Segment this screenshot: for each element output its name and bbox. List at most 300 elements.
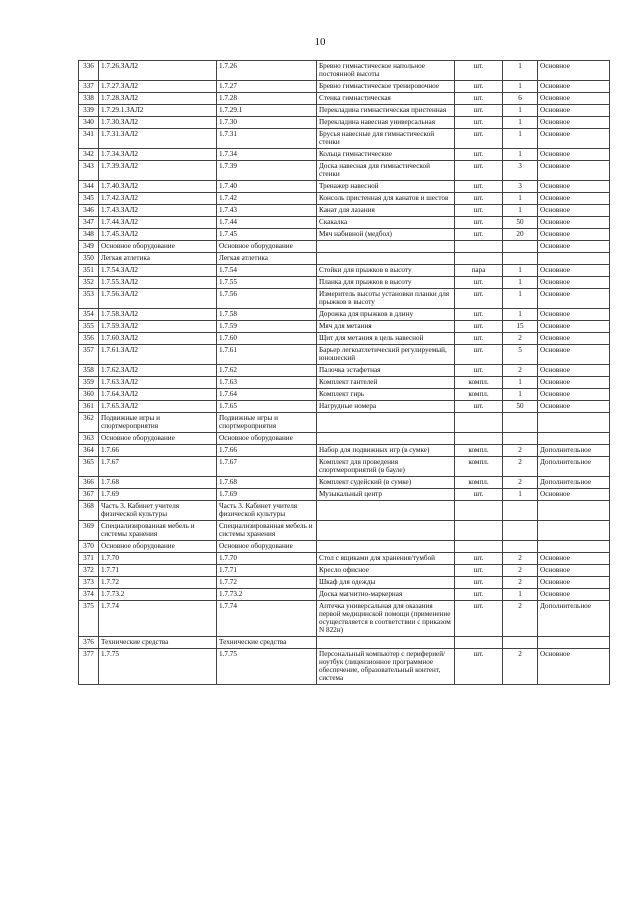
subcode-cell: 1.7.74 <box>217 601 317 637</box>
subcode-cell: 1.7.26 <box>217 61 317 81</box>
equipment-type-cell <box>538 253 610 265</box>
unit-cell: шт. <box>455 333 503 345</box>
row-number-cell: 358 <box>79 365 99 377</box>
item-code-cell: 1.7.30.ЗАЛ2 <box>99 117 217 129</box>
subcode-cell: 1.7.75 <box>217 649 317 685</box>
unit-cell: шт. <box>455 61 503 81</box>
item-code-cell: 1.7.45.ЗАЛ2 <box>99 229 217 241</box>
quantity-cell: 2 <box>503 565 538 577</box>
subcode-cell: 1.7.43 <box>217 205 317 217</box>
table-row <box>79 601 610 637</box>
row-number-cell: 342 <box>79 149 99 161</box>
unit-cell <box>455 637 503 649</box>
quantity-cell <box>503 501 538 521</box>
equipment-type-cell: Дополнительное <box>538 477 610 489</box>
table-row <box>79 81 610 93</box>
table-row <box>79 149 610 161</box>
row-number-cell: 357 <box>79 345 99 365</box>
item-name-cell: Консоль пристенная для канатов и шестов <box>317 193 455 205</box>
item-name-cell: Палочка эстафетная <box>317 365 455 377</box>
quantity-cell: 1 <box>503 289 538 309</box>
unit-cell: шт. <box>455 277 503 289</box>
unit-cell: шт. <box>455 577 503 589</box>
row-number-cell: 337 <box>79 81 99 93</box>
equipment-type-cell: Основное <box>538 81 610 93</box>
table-row <box>79 589 610 601</box>
unit-cell <box>455 433 503 445</box>
equipment-type-cell: Основное <box>538 181 610 193</box>
row-number-cell: 350 <box>79 253 99 265</box>
subcode-cell: 1.7.67 <box>217 457 317 477</box>
equipment-type-cell: Основное <box>538 377 610 389</box>
item-code-cell: Специализированная мебель и системы хранения <box>99 521 217 541</box>
subcode-cell: Технические средства <box>217 637 317 649</box>
row-number-cell: 338 <box>79 93 99 105</box>
unit-cell: шт. <box>455 93 503 105</box>
table-row <box>79 93 610 105</box>
item-code-cell: 1.7.61.ЗАЛ2 <box>99 345 217 365</box>
item-name-cell: Набор для подвижных игр (в сумке) <box>317 445 455 457</box>
item-name-cell: Перекладина навесная универсальная <box>317 117 455 129</box>
quantity-cell: 1 <box>503 61 538 81</box>
item-name-cell: Кресло офисное <box>317 565 455 577</box>
item-code-cell: 1.7.42.ЗАЛ2 <box>99 193 217 205</box>
subcode-cell: 1.7.58 <box>217 309 317 321</box>
item-code-cell: Основное оборудование <box>99 433 217 445</box>
equipment-type-cell <box>538 541 610 553</box>
row-number-cell: 362 <box>79 413 99 433</box>
equipment-type-cell: Основное <box>538 117 610 129</box>
item-name-cell: Дорожка для прыжков в длину <box>317 309 455 321</box>
subcode-cell: 1.7.39 <box>217 161 317 181</box>
equipment-type-cell: Основное <box>538 649 610 685</box>
quantity-cell: 1 <box>503 205 538 217</box>
row-number-cell: 369 <box>79 521 99 541</box>
subcode-cell: Легкая атлетика <box>217 253 317 265</box>
quantity-cell: 2 <box>503 457 538 477</box>
table-row <box>79 477 610 489</box>
item-name-cell <box>317 253 455 265</box>
row-number-cell: 352 <box>79 277 99 289</box>
item-code-cell: 1.7.34.ЗАЛ2 <box>99 149 217 161</box>
equipment-type-cell: Основное <box>538 401 610 413</box>
table-row <box>79 241 610 253</box>
item-code-cell: 1.7.55.ЗАЛ2 <box>99 277 217 289</box>
item-name-cell: Комплект гирь <box>317 389 455 401</box>
equipment-type-cell: Основное <box>538 149 610 161</box>
row-number-cell: 365 <box>79 457 99 477</box>
quantity-cell: 15 <box>503 321 538 333</box>
table-row <box>79 229 610 241</box>
subcode-cell: Подвижные игры и спортмероприятия <box>217 413 317 433</box>
subcode-cell: Основное оборудование <box>217 433 317 445</box>
item-name-cell: Брусья навесные для гимнастической стенки <box>317 129 455 149</box>
subcode-cell: 1.7.44 <box>217 217 317 229</box>
quantity-cell: 1 <box>503 149 538 161</box>
subcode-cell: Специализированная мебель и системы хранения <box>217 521 317 541</box>
row-number-cell: 377 <box>79 649 99 685</box>
row-number-cell: 345 <box>79 193 99 205</box>
unit-cell: пара <box>455 265 503 277</box>
row-number-cell: 354 <box>79 309 99 321</box>
item-name-cell: Мяч набивной (медбол) <box>317 229 455 241</box>
item-code-cell: Подвижные игры и спортмероприятия <box>99 413 217 433</box>
equipment-type-cell: Основное <box>538 93 610 105</box>
unit-cell: компл. <box>455 477 503 489</box>
quantity-cell: 2 <box>503 445 538 457</box>
item-code-cell: 1.7.31.ЗАЛ2 <box>99 129 217 149</box>
item-name-cell: Стойки для прыжков в высоту <box>317 265 455 277</box>
row-number-cell: 371 <box>79 553 99 565</box>
unit-cell <box>455 413 503 433</box>
item-name-cell <box>317 541 455 553</box>
row-number-cell: 363 <box>79 433 99 445</box>
item-code-cell: 1.7.74 <box>99 601 217 637</box>
quantity-cell: 2 <box>503 477 538 489</box>
equipment-type-cell: Основное <box>538 489 610 501</box>
subcode-cell: 1.7.31 <box>217 129 317 149</box>
item-name-cell: Доска навесная для гимнастической стенки <box>317 161 455 181</box>
quantity-cell: 20 <box>503 229 538 241</box>
item-code-cell: Основное оборудование <box>99 541 217 553</box>
item-name-cell: Стенка гимнастическая <box>317 93 455 105</box>
unit-cell: шт. <box>455 181 503 193</box>
row-number-cell: 348 <box>79 229 99 241</box>
table-row <box>79 541 610 553</box>
unit-cell: компл. <box>455 445 503 457</box>
item-name-cell: Стол с ящиками для хранения/тумбой <box>317 553 455 565</box>
quantity-cell <box>503 413 538 433</box>
item-name-cell: Кольца гимнастические <box>317 149 455 161</box>
equipment-type-cell: Основное <box>538 265 610 277</box>
table-row <box>79 253 610 265</box>
item-name-cell: Бревно гимнастическое тренировочное <box>317 81 455 93</box>
item-name-cell: Мяч для метания <box>317 321 455 333</box>
quantity-cell: 1 <box>503 377 538 389</box>
item-code-cell: 1.7.70 <box>99 553 217 565</box>
item-code-cell: 1.7.54.ЗАЛ2 <box>99 265 217 277</box>
quantity-cell: 1 <box>503 117 538 129</box>
row-number-cell: 353 <box>79 289 99 309</box>
unit-cell: компл. <box>455 389 503 401</box>
quantity-cell: 2 <box>503 365 538 377</box>
subcode-cell: 1.7.34 <box>217 149 317 161</box>
item-code-cell: Часть 3. Кабинет учителя физической культуры <box>99 501 217 521</box>
table-row <box>79 457 610 477</box>
row-number-cell: 368 <box>79 501 99 521</box>
subcode-cell: Основное оборудование <box>217 241 317 253</box>
item-name-cell: Персональный компьютер с периферией/ноутбук (лицензионное программное обеспечение, образовательный контент, система <box>317 649 455 685</box>
unit-cell: шт. <box>455 345 503 365</box>
table-row <box>79 217 610 229</box>
row-number-cell: 349 <box>79 241 99 253</box>
table-row <box>79 277 610 289</box>
item-name-cell: Комплект судейский (в сумке) <box>317 477 455 489</box>
item-code-cell: 1.7.66 <box>99 445 217 457</box>
unit-cell: шт. <box>455 649 503 685</box>
row-number-cell: 339 <box>79 105 99 117</box>
row-number-cell: 341 <box>79 129 99 149</box>
subcode-cell: 1.7.29.1 <box>217 105 317 117</box>
item-code-cell: 1.7.58.ЗАЛ2 <box>99 309 217 321</box>
equipment-type-cell <box>538 501 610 521</box>
table-row <box>79 161 610 181</box>
quantity-cell: 1 <box>503 265 538 277</box>
subcode-cell: 1.7.56 <box>217 289 317 309</box>
item-code-cell: 1.7.26.ЗАЛ2 <box>99 61 217 81</box>
item-name-cell: Комплект гантелей <box>317 377 455 389</box>
item-name-cell: Щит для метания в цель навесной <box>317 333 455 345</box>
quantity-cell <box>503 433 538 445</box>
table-row <box>79 501 610 521</box>
row-number-cell: 346 <box>79 205 99 217</box>
table-row <box>79 105 610 117</box>
item-code-cell: 1.7.29.1.ЗАЛ2 <box>99 105 217 117</box>
quantity-cell <box>503 541 538 553</box>
item-name-cell: Перекладина гимнастическая пристенная <box>317 105 455 117</box>
subcode-cell: 1.7.28 <box>217 93 317 105</box>
subcode-cell: 1.7.68 <box>217 477 317 489</box>
item-name-cell: Нагрудные номера <box>317 401 455 413</box>
equipment-type-cell: Дополнительное <box>538 445 610 457</box>
row-number-cell: 336 <box>79 61 99 81</box>
quantity-cell: 2 <box>503 553 538 565</box>
item-name-cell: Барьер легкоатлетический регулируемый, юношеский <box>317 345 455 365</box>
item-code-cell: 1.7.67 <box>99 457 217 477</box>
quantity-cell: 1 <box>503 129 538 149</box>
row-number-cell: 347 <box>79 217 99 229</box>
unit-cell: шт. <box>455 105 503 117</box>
quantity-cell: 1 <box>503 489 538 501</box>
table-row <box>79 489 610 501</box>
table-row <box>79 521 610 541</box>
item-code-cell: 1.7.59.ЗАЛ2 <box>99 321 217 333</box>
quantity-cell: 1 <box>503 589 538 601</box>
equipment-type-cell: Дополнительное <box>538 457 610 477</box>
quantity-cell <box>503 521 538 541</box>
subcode-cell: 1.7.40 <box>217 181 317 193</box>
item-name-cell <box>317 521 455 541</box>
table-row <box>79 637 610 649</box>
item-name-cell: Измеритель высоты установки планки для прыжков в высоту <box>317 289 455 309</box>
row-number-cell: 367 <box>79 489 99 501</box>
quantity-cell: 50 <box>503 401 538 413</box>
row-number-cell: 356 <box>79 333 99 345</box>
row-number-cell: 340 <box>79 117 99 129</box>
item-code-cell: Технические средства <box>99 637 217 649</box>
equipment-type-cell: Основное <box>538 129 610 149</box>
unit-cell: шт. <box>455 117 503 129</box>
row-number-cell: 360 <box>79 389 99 401</box>
row-number-cell: 355 <box>79 321 99 333</box>
page-number: 10 <box>314 36 326 48</box>
equipment-type-cell <box>538 413 610 433</box>
subcode-cell: 1.7.55 <box>217 277 317 289</box>
equipment-type-cell: Основное <box>538 277 610 289</box>
item-name-cell: Тренажер навесной <box>317 181 455 193</box>
item-name-cell <box>317 241 455 253</box>
item-code-cell: 1.7.44.ЗАЛ2 <box>99 217 217 229</box>
table-row <box>79 365 610 377</box>
table-row <box>79 377 610 389</box>
equipment-type-cell: Основное <box>538 193 610 205</box>
subcode-cell: 1.7.66 <box>217 445 317 457</box>
quantity-cell: 3 <box>503 161 538 181</box>
unit-cell: шт. <box>455 589 503 601</box>
equipment-table <box>78 60 610 685</box>
subcode-cell: 1.7.61 <box>217 345 317 365</box>
item-code-cell: 1.7.27.ЗАЛ2 <box>99 81 217 93</box>
item-name-cell: Доска магнитно-маркерная <box>317 589 455 601</box>
item-code-cell: 1.7.63.ЗАЛ2 <box>99 377 217 389</box>
quantity-cell <box>503 241 538 253</box>
table-row <box>79 553 610 565</box>
quantity-cell: 2 <box>503 649 538 685</box>
subcode-cell: 1.7.73.2 <box>217 589 317 601</box>
table-row <box>79 565 610 577</box>
table-row <box>79 289 610 309</box>
table-row <box>79 389 610 401</box>
row-number-cell: 366 <box>79 477 99 489</box>
row-number-cell: 343 <box>79 161 99 181</box>
subcode-cell: 1.7.63 <box>217 377 317 389</box>
equipment-type-cell: Основное <box>538 345 610 365</box>
equipment-type-cell: Основное <box>538 217 610 229</box>
unit-cell: компл. <box>455 457 503 477</box>
unit-cell <box>455 521 503 541</box>
unit-cell: шт. <box>455 205 503 217</box>
table-row <box>79 413 610 433</box>
subcode-cell: 1.7.60 <box>217 333 317 345</box>
item-code-cell: 1.7.39.ЗАЛ2 <box>99 161 217 181</box>
unit-cell: шт. <box>455 489 503 501</box>
item-name-cell <box>317 433 455 445</box>
quantity-cell: 2 <box>503 577 538 589</box>
equipment-type-cell: Основное <box>538 589 610 601</box>
row-number-cell: 376 <box>79 637 99 649</box>
equipment-type-cell: Основное <box>538 309 610 321</box>
item-name-cell: Скакалка <box>317 217 455 229</box>
subcode-cell: 1.7.45 <box>217 229 317 241</box>
subcode-cell: 1.7.30 <box>217 117 317 129</box>
item-name-cell <box>317 413 455 433</box>
equipment-type-cell: Основное <box>538 241 610 253</box>
subcode-cell: Основное оборудование <box>217 541 317 553</box>
item-code-cell: 1.7.71 <box>99 565 217 577</box>
equipment-type-cell: Основное <box>538 205 610 217</box>
item-code-cell: 1.7.62.ЗАЛ2 <box>99 365 217 377</box>
equipment-type-cell: Основное <box>538 229 610 241</box>
table-row <box>79 577 610 589</box>
subcode-cell: 1.7.54 <box>217 265 317 277</box>
item-code-cell: 1.7.73.2 <box>99 589 217 601</box>
subcode-cell: 1.7.27 <box>217 81 317 93</box>
item-name-cell: Канат для лазания <box>317 205 455 217</box>
table-row <box>79 265 610 277</box>
quantity-cell: 1 <box>503 309 538 321</box>
unit-cell <box>455 253 503 265</box>
unit-cell: шт. <box>455 229 503 241</box>
unit-cell: шт. <box>455 217 503 229</box>
item-code-cell: 1.7.64.ЗАЛ2 <box>99 389 217 401</box>
unit-cell: шт. <box>455 321 503 333</box>
item-code-cell: 1.7.60.ЗАЛ2 <box>99 333 217 345</box>
item-name-cell: Аптечка универсальная для оказания первой медицинской помощи (применение осуществляется в соответствии с приказом N 822н) <box>317 601 455 637</box>
subcode-cell: 1.7.69 <box>217 489 317 501</box>
equipment-type-cell <box>538 433 610 445</box>
table-row <box>79 445 610 457</box>
item-name-cell: Бревно гимнастическое напольное постоянной высоты <box>317 61 455 81</box>
unit-cell <box>455 541 503 553</box>
row-number-cell: 374 <box>79 589 99 601</box>
unit-cell: шт. <box>455 289 503 309</box>
table-row <box>79 205 610 217</box>
quantity-cell <box>503 637 538 649</box>
quantity-cell: 5 <box>503 345 538 365</box>
equipment-type-cell <box>538 521 610 541</box>
item-name-cell: Шкаф для одежды <box>317 577 455 589</box>
quantity-cell: 6 <box>503 93 538 105</box>
unit-cell: шт. <box>455 309 503 321</box>
unit-cell: шт. <box>455 129 503 149</box>
equipment-type-cell: Основное <box>538 321 610 333</box>
unit-cell: шт. <box>455 565 503 577</box>
item-code-cell: 1.7.65.ЗАЛ2 <box>99 401 217 413</box>
subcode-cell: Часть 3. Кабинет учителя физической культуры <box>217 501 317 521</box>
item-code-cell: 1.7.40.ЗАЛ2 <box>99 181 217 193</box>
table-row <box>79 433 610 445</box>
item-name-cell <box>317 501 455 521</box>
row-number-cell: 370 <box>79 541 99 553</box>
table-row <box>79 61 610 81</box>
item-name-cell: Комплект для проведения спортмероприятий (в бауле) <box>317 457 455 477</box>
subcode-cell: 1.7.59 <box>217 321 317 333</box>
equipment-type-cell <box>538 637 610 649</box>
row-number-cell: 351 <box>79 265 99 277</box>
row-number-cell: 344 <box>79 181 99 193</box>
table-row <box>79 649 610 685</box>
table-row <box>79 117 610 129</box>
subcode-cell: 1.7.64 <box>217 389 317 401</box>
equipment-type-cell: Основное <box>538 565 610 577</box>
quantity-cell: 1 <box>503 193 538 205</box>
equipment-type-cell: Основное <box>538 365 610 377</box>
table-row <box>79 193 610 205</box>
equipment-type-cell: Дополнительное <box>538 601 610 637</box>
unit-cell: компл. <box>455 377 503 389</box>
item-name-cell <box>317 637 455 649</box>
row-number-cell: 372 <box>79 565 99 577</box>
quantity-cell: 2 <box>503 333 538 345</box>
unit-cell: шт. <box>455 553 503 565</box>
row-number-cell: 359 <box>79 377 99 389</box>
equipment-type-cell: Основное <box>538 333 610 345</box>
item-code-cell: 1.7.75 <box>99 649 217 685</box>
subcode-cell: 1.7.71 <box>217 565 317 577</box>
table-row <box>79 321 610 333</box>
table-row <box>79 309 610 321</box>
item-name-cell: Планка для прыжков в высоту <box>317 277 455 289</box>
subcode-cell: 1.7.70 <box>217 553 317 565</box>
equipment-type-cell: Основное <box>538 105 610 117</box>
row-number-cell: 364 <box>79 445 99 457</box>
equipment-type-cell: Основное <box>538 289 610 309</box>
unit-cell: шт. <box>455 193 503 205</box>
row-number-cell: 375 <box>79 601 99 637</box>
quantity-cell: 1 <box>503 389 538 401</box>
quantity-cell: 1 <box>503 105 538 117</box>
table-row <box>79 345 610 365</box>
